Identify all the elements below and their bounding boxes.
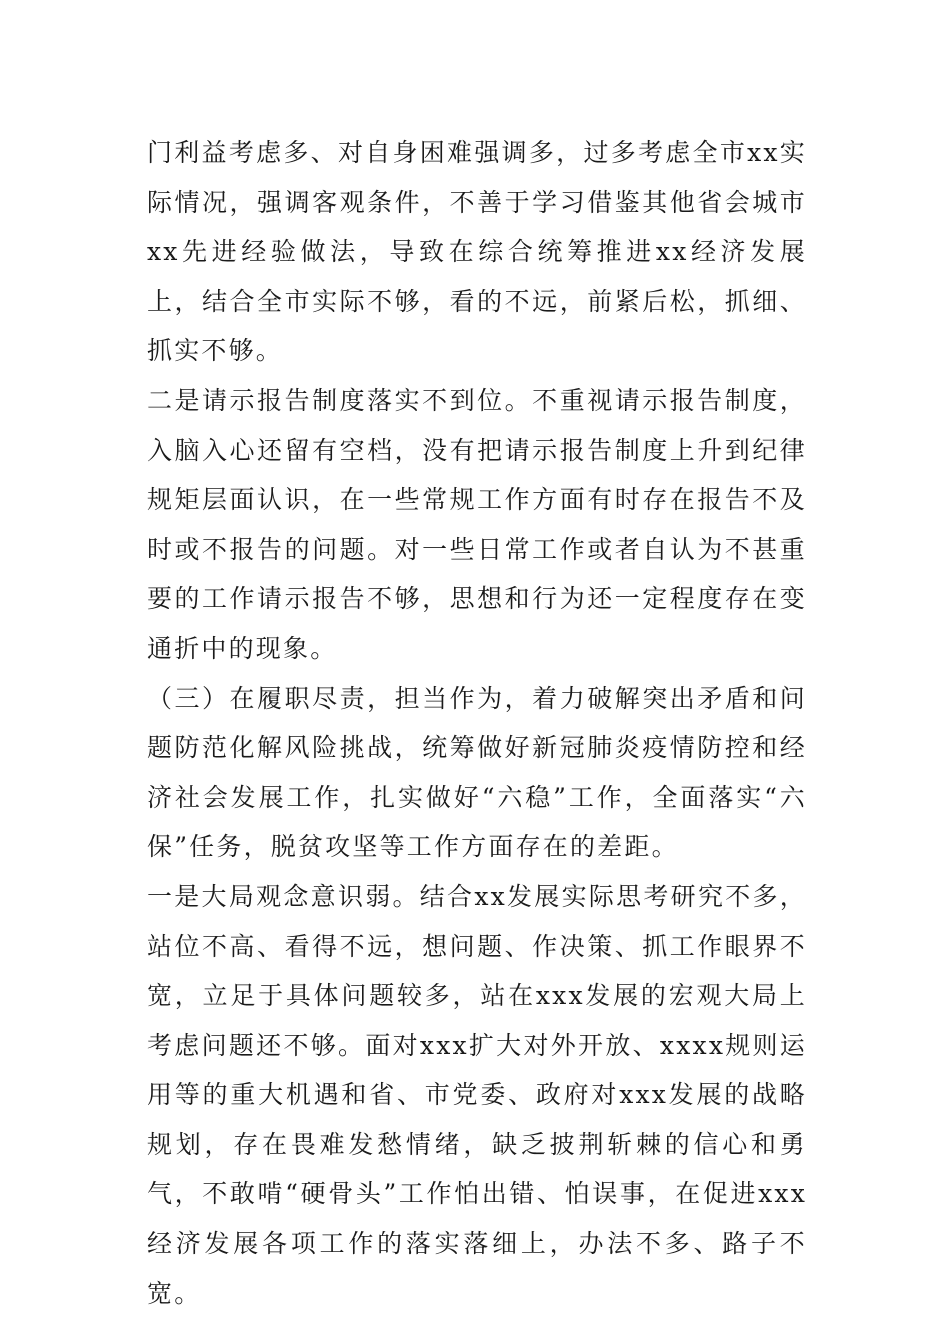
paragraph-overall-view: 一是大局观念意识弱。结合xx发展实际思考研究不多，站位不高、看得不远，想问题、作决策、抓工作眼界不宽，立足于具体问题较多，站在xxx发展的宏观大局上考虑问题还不够。面对xxx扩大对外开放、xxxx规则运用等的重大机遇和省、市党委、政府对xxx发展的战略规划，存在畏难发愁情绪，缺乏披荆斩棘的信心和勇气，不敢啃“硬骨头”工作怕出错、怕误事，在促进xxx经济发展各项工作的落实落细上，办法不多、路子不宽。 [147,881,807,1308]
paragraph-reporting-system: 二是请示报告制度落实不到位。不重视请示报告制度，入脑入心还留有空档，没有把请示报告制度上升到纪律规矩层面认识，在一些常规工作方面有时存在报告不及时或不报告的问题。对一些日常工作或者自认为不甚重要的工作请示报告不够，思想和行为还一定程度存在变通折中的现象。 [147,385,807,663]
section-heading-three: （三）在履职尽责，担当作为，着力破解突出矛盾和问题防范化解风险挑战，统筹做好新冠肺炎疫情防控和经济社会发展工作，扎实做好“六稳”工作，全面落实“六保”任务，脱贫攻坚等工作方面存在的差距。 [147,683,807,862]
document-body [147,128,807,1318]
paragraph-continuation: 门利益考虑多、对自身困难强调多，过多考虑全市xx实际情况，强调客观条件，不善于学习借鉴其他省会城市xx先进经验做法，导致在综合统筹推进xx经济发展上，结合全市实际不够，看的不远，前紧后松，抓细、抓实不够。 [147,138,807,366]
